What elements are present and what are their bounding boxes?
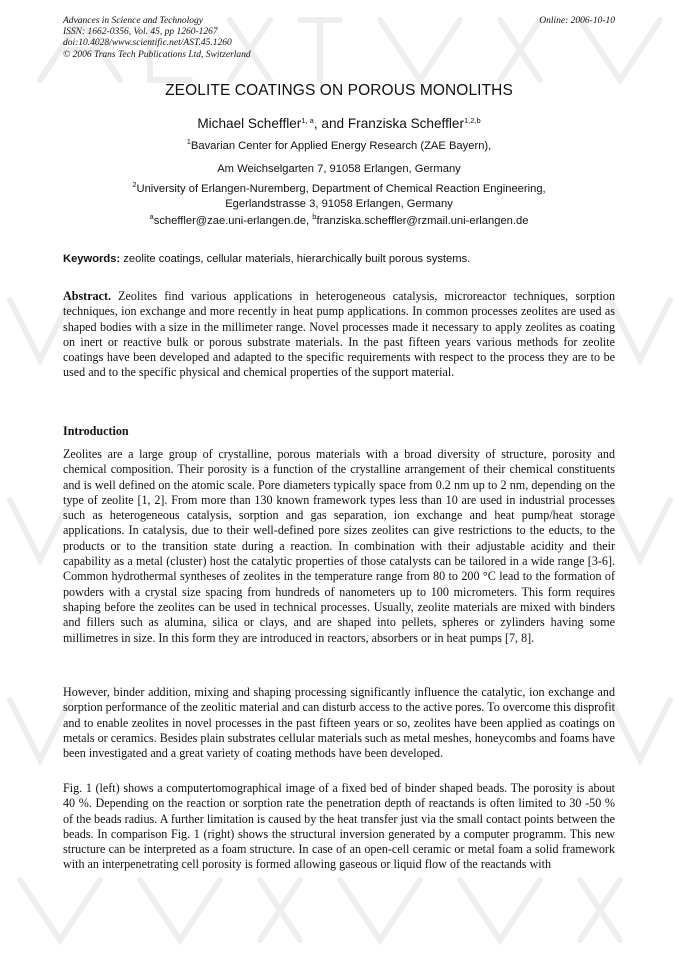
email-a: scheffler@zae.uni-erlangen.de, bbox=[153, 215, 313, 227]
paper-title: ZEOLITE COATINGS ON POROUS MONOLITHS bbox=[165, 82, 513, 99]
intro-paragraph-3: Fig. 1 (left) shows a computertomographical image of a fixed bed of binder shaped beads. The porosity is about 40 %. Depending on the reaction or sorption rate the penetration depth of reactands is often limited to 30 -50 % of the beads radius. A further limitation is caused by the heat transfer just via the small contact points between the beads. In comparison Fig. 1 (right) shows the structural inversion generated by a computer programm. This new structure can be interpreted as a foam structure. In case of an open-cell ceramic or metal foam a solid framework with an interpenetrating cell porosity is formed allowing gaseous or liquid flow of the reactands with bbox=[63, 781, 615, 872]
email-b-marker: b bbox=[312, 212, 317, 221]
author-2: Franziska Scheffler bbox=[347, 116, 464, 131]
author-2-affiliation: 1,2,b bbox=[463, 116, 481, 125]
journal-name: Advances in Science and Technology bbox=[63, 16, 203, 26]
affiliation-2-marker: 2 bbox=[132, 180, 137, 189]
abstract-text: Zeolites find various applications in heterogeneous catalysis, microreactor techniques, sorption techniques, ion exchange and more recently in heat pump applications. In common processes zeolites are used as shaped bodies with a size in the millimeter range. Novel processes made it necessary to apply zeolites as coating on inert or reactive bulk or porous substrate materials. In the past fifteen years various methods for zeolite coatings have been developed and adapted to the specific requirements with respect to the process they are to be used and to the specific physical and chemical properties of the support material. bbox=[63, 289, 615, 380]
online-date: Online: 2006-10-10 bbox=[539, 16, 615, 26]
author-separator: , and bbox=[313, 116, 348, 131]
copyright-line: © 2006 Trans Tech Publications Ltd, Switzerland bbox=[63, 49, 251, 60]
keywords-text: zeolite coatings, cellular materials, hierarchically built porous systems. bbox=[120, 253, 471, 265]
author-line bbox=[0, 116, 678, 131]
affiliation-1-line-1: Bavarian Center for Applied Energy Research (ZAE Bayern), bbox=[190, 140, 492, 152]
introduction-heading: Introduction bbox=[63, 424, 129, 438]
keywords bbox=[63, 253, 470, 265]
journal-header bbox=[63, 16, 251, 61]
affiliation-1 bbox=[0, 139, 678, 154]
email-a-marker: a bbox=[149, 212, 154, 221]
doi-line: doi:10.4028/www.scientific.net/AST.45.1260 bbox=[63, 38, 232, 49]
issn-line: ISSN: 1662-0356, Vol. 45, pp 1260-1267 bbox=[63, 27, 218, 38]
abstract-label: Abstract. bbox=[63, 289, 112, 303]
affiliation-1-marker: 1 bbox=[186, 137, 191, 146]
affiliation-2-line-1: University of Erlangen-Nuremberg, Department of Chemical Reaction Engineering, bbox=[136, 183, 546, 195]
email-b: franziska.scheffler@rzmail.uni-erlangen.de bbox=[316, 215, 529, 227]
keywords-label: Keywords: bbox=[63, 253, 121, 265]
email-line bbox=[0, 212, 678, 227]
author-1: Michael Scheffler bbox=[197, 116, 302, 131]
affiliation-1-line-2: Am Weichselgarten 7, 91058 Erlangen, Germany bbox=[217, 163, 461, 175]
intro-paragraph-2: However, binder addition, mixing and shaping processing significantly influence the catalytic, ion exchange and sorption performance of the zeolitic material and can disturb access to the active pores. To overcome this disprofit and to enable zeolites in novel processes in the past fifteen years or so, zeolites have been applied as coatings on metals or ceramics. Besides plain substrates cellular materials such as metal meshes, honeycombs and foams have been investigated and a great variety of coating methods have been developed. bbox=[63, 685, 615, 761]
affiliation-2 bbox=[0, 182, 678, 211]
affiliation-2-line-2: Egerlandstrasse 3, 91058 Erlangen, Germany bbox=[225, 197, 453, 210]
intro-paragraph-1: Zeolites are a large group of crystalline, porous materials with a broad diversity of structure, porosity and chemical composition. Their porosity is a function of the crystalline arrangement of their chemical constituents and is well defined on the atomic scale. Pore diameters typically space from 0.2 nm up to 2 nm, depending on the type of zeolite [1, 2]. From more than 130 known framework types less than 10 are used in industrial processes such as heterogeneous catalysis, sorption and gas separation, ion exchange and heat pump/heat storage applications. In catalysis, due to their well-defined pore sizes zeolites can give restrictions to the educts, to the products or to the transition state during a reaction. In combination with their adjustable acidity and their capability as a metal (cluster) host the catalytic properties of those catalysts can be tailored in a wide range [3-6]. Common hydrothermal syntheses of zeolites in the temperature range from 80 to 200 °C lead to the formation of powders with a crystal size spacing from hundreds of nanometers up to 100 micrometers. This form requires shaping before the zeolites can be used in technical processes. Usually, zeolite materials are mixed with binders and fillers such as alumina, silica or clays, and are shaped into pellets, spheres or zylinders having some millimetres in size. In this form they are introduced in reactors, absorbers or in heat pumps [7, 8]. bbox=[63, 447, 615, 645]
abstract bbox=[63, 289, 615, 381]
author-1-affiliation: 1, a bbox=[301, 116, 314, 125]
